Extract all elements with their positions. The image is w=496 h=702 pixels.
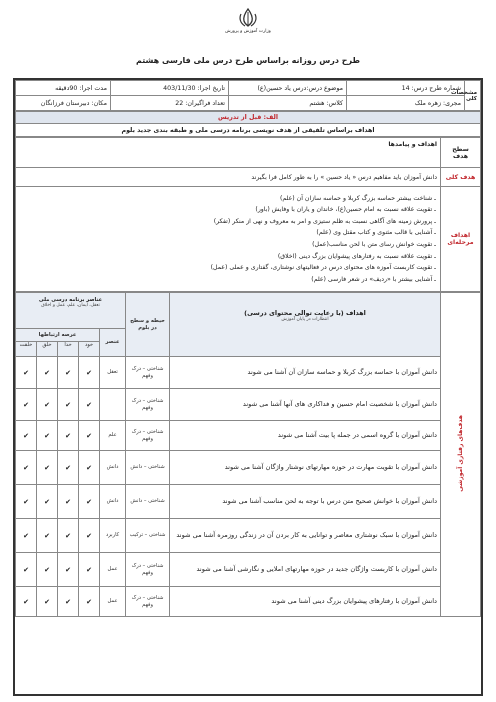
objective-text: دانش آموزان با تقویت مهارت در حوزه مهارتهای نوشتار واژگان آشنا می شوند — [170, 451, 441, 485]
general-goal-text: دانش آموزان باید مفاهیم درس « یاد حسین » را به طور کامل فرا بگیرند — [16, 168, 441, 187]
check-mark: ✔ — [37, 553, 58, 587]
info-teacher: مجری: زهره ملک — [347, 96, 465, 111]
check-mark: ✔ — [58, 587, 79, 617]
objective-element — [100, 389, 126, 421]
check-mark: ✔ — [79, 357, 100, 389]
check-mark: ✔ — [79, 553, 100, 587]
check-mark: ✔ — [79, 519, 100, 553]
general-goal-label: هدف کلی — [441, 168, 481, 187]
objective-domain: شناختی – ترکیب — [126, 519, 170, 553]
check-mark: ✔ — [37, 357, 58, 389]
objective-text: دانش آموزان با گروه اسمی در جمله پا بیت آشنا می شوند — [170, 421, 441, 451]
ministry-name: وزارت آموزش و پرورش — [225, 29, 271, 34]
objective-row — [16, 357, 481, 389]
objective-row — [16, 421, 481, 451]
check-mark: ✔ — [16, 357, 37, 389]
objective-domain: شناختی – درک وفهم — [126, 553, 170, 587]
info-students: تعداد فراگیران: 22 — [111, 96, 229, 111]
area-people: خلق — [36, 342, 57, 356]
goal-level-header: سطح هدف — [441, 138, 481, 168]
check-mark: ✔ — [79, 451, 100, 485]
check-mark: ✔ — [16, 451, 37, 485]
element-header: عنصر — [100, 329, 126, 357]
behavioral-objectives-table — [15, 292, 481, 617]
check-mark: ✔ — [37, 421, 58, 451]
check-mark: ✔ — [16, 421, 37, 451]
goal-title-header: اهداف و پیامدها — [16, 138, 441, 168]
check-mark: ✔ — [79, 587, 100, 617]
lesson-info-table — [15, 80, 481, 111]
check-mark: ✔ — [37, 587, 58, 617]
check-mark: ✔ — [16, 389, 37, 421]
objective-element: کاربرد — [100, 519, 126, 553]
objective-text: دانش آموزان با رفتارهای پیشوایان بزرگ دینی آشنا می شوند — [170, 587, 441, 617]
check-mark: ✔ — [58, 421, 79, 451]
behavioral-side-cell — [441, 293, 481, 617]
objective-element: تعقل — [100, 357, 126, 389]
check-mark: ✔ — [37, 389, 58, 421]
objective-domain: شناختی – درک وفهم — [126, 421, 170, 451]
check-mark: ✔ — [16, 519, 37, 553]
info-date: تاریخ اجرا: 403/11/30 — [111, 81, 229, 96]
bloom-domain-header: حیطه و سطح در بلوم — [126, 293, 170, 357]
objective-text: دانش آموزان با شخصیت امام حسین و فداکاری های آنها آشنا می شوند — [170, 389, 441, 421]
national-elements-sub: تعقل، ایمان، علم، عمل و اخلاق — [41, 303, 100, 308]
mid-goal-item: ـ آشنایی با قالب مثنوی و کتاب مقتل وی (علم) — [316, 229, 436, 237]
check-mark: ✔ — [58, 357, 79, 389]
areas-header-title: عرصه ارتباطها — [16, 329, 99, 342]
objective-element: علم — [100, 421, 126, 451]
info-section-label: مشخصات کلی — [465, 81, 481, 111]
objective-row — [16, 587, 481, 617]
mid-goal-item: ـ تقویت علاقه نسبت به رفتارهای پیشوایان بزرگ دینی (اخلاق) — [277, 252, 436, 260]
objective-domain: شناختی – درک وفهم — [126, 389, 170, 421]
check-mark: ✔ — [37, 519, 58, 553]
section-a-bars — [15, 111, 481, 137]
national-elements-header — [16, 293, 126, 329]
objective-text: دانش آموزان با خوانش صحیح متن درس با توجه به لحن مناسب آشنا می شوند — [170, 485, 441, 519]
objective-row — [16, 451, 481, 485]
ministry-emblem — [208, 8, 288, 48]
mid-goals-label: اهداف مرحله‌ای — [441, 187, 481, 292]
objectives-header-title: اهداف (با رعایت توالی محتوای درسی) — [244, 309, 366, 317]
check-mark: ✔ — [58, 553, 79, 587]
mid-goal-item: ـ آشنایی بیشتر با «ردیف» در شعر فارسی (علم) — [311, 275, 436, 283]
check-mark: ✔ — [37, 485, 58, 519]
check-mark: ✔ — [37, 451, 58, 485]
objective-row — [16, 485, 481, 519]
area-creation: خلقت — [19, 342, 33, 348]
mid-goal-item: ـ تقویت علاقه نسبت به امام حسین(ع)، خاندان و یاران با وفایش (باور) — [255, 206, 436, 214]
check-mark: ✔ — [58, 451, 79, 485]
objective-domain: شناختی – دانش — [126, 485, 170, 519]
objective-row — [16, 553, 481, 587]
area-self: خود — [78, 342, 99, 356]
lesson-plan-frame — [13, 78, 483, 696]
goals-banner: اهداف براساس تلفیقی از هدف نویسی برنامه درسی ملی و طبقه بندی جدید بلوم — [16, 124, 481, 137]
objective-row — [16, 389, 481, 421]
info-class: کلاس: هشتم — [229, 96, 347, 111]
check-mark: ✔ — [58, 389, 79, 421]
mid-goal-item: ـ تقویت کاربست آموزه های محتوای درس در فعالیتهای نوشتاری، گفتاری و عملی (عمل) — [210, 264, 436, 272]
mid-goal-item: ـ تقویت خوانش رسای متن با لحن مناسب(عمل) — [312, 241, 436, 248]
check-mark: ✔ — [16, 485, 37, 519]
goals-table — [15, 137, 481, 292]
objective-text: دانش آموزان با کاربست واژگان جدید در حوزه مهارتهای املایی و نگارشی آشنا می شوند — [170, 553, 441, 587]
info-location: مکان: دبیرستان فرزانگان — [16, 96, 111, 111]
national-elements-title: عناصر برنامه درسی ملی — [38, 297, 103, 303]
objective-text: دانش آموزان با سبک نوشتاری معاصر و توانایی به کار بردن آن در زندگی روزمره آشنا می شوند — [170, 519, 441, 553]
document-title: طرح درس روزانه براساس طرح درس ملی فارسی هشتم — [135, 56, 361, 65]
objective-text: دانش آموزان با حماسه بزرگ کربلا و حماسه سازان آن آشنا می شوند — [170, 357, 441, 389]
check-mark: ✔ — [79, 421, 100, 451]
info-lesson-number: شماره طرح درس: 14 — [347, 81, 465, 96]
objective-element: عمل — [100, 587, 126, 617]
objective-element: عمل — [100, 553, 126, 587]
objective-domain: شناختی – درک وفهم — [126, 357, 170, 389]
info-lesson-topic: موضوع درس:درس یاد حسین(ع) — [229, 81, 347, 96]
behavioral-side-label: هدف‌های رفتاری آموزشی — [457, 415, 464, 492]
emblem-icon — [237, 8, 259, 28]
mid-goal-item: ـ شناخت بیشتر حماسه بزرگ کربلا و حماسه سازان آن (علم) — [280, 194, 436, 202]
objectives-header-sub: انتظارات در پایان آموزش — [281, 317, 329, 322]
check-mark: ✔ — [16, 587, 37, 617]
check-mark: ✔ — [79, 485, 100, 519]
check-mark: ✔ — [79, 389, 100, 421]
info-duration: مدت اجرا: 90دقیقه — [16, 81, 111, 96]
objective-element: دانش — [100, 451, 126, 485]
check-mark: ✔ — [58, 519, 79, 553]
objective-domain: شناختی – دانش — [126, 451, 170, 485]
objective-domain: شناختی – درک وفهم — [126, 587, 170, 617]
objectives-header — [170, 293, 441, 357]
mid-goals-list — [16, 187, 441, 292]
check-mark: ✔ — [58, 485, 79, 519]
objective-element: دانش — [100, 485, 126, 519]
objective-row — [16, 519, 481, 553]
areas-header — [16, 329, 100, 357]
section-a-heading: الف: قبل از تدریس — [16, 112, 481, 124]
area-god: خدا — [57, 342, 78, 356]
check-mark: ✔ — [16, 553, 37, 587]
mid-goal-item: ـ پرورش زمینه های آگاهی نسبت به ظلم ستیزی و امر به معروف و نهی از منکر (تفکر) — [213, 217, 436, 225]
areas-subheaders — [16, 342, 99, 356]
